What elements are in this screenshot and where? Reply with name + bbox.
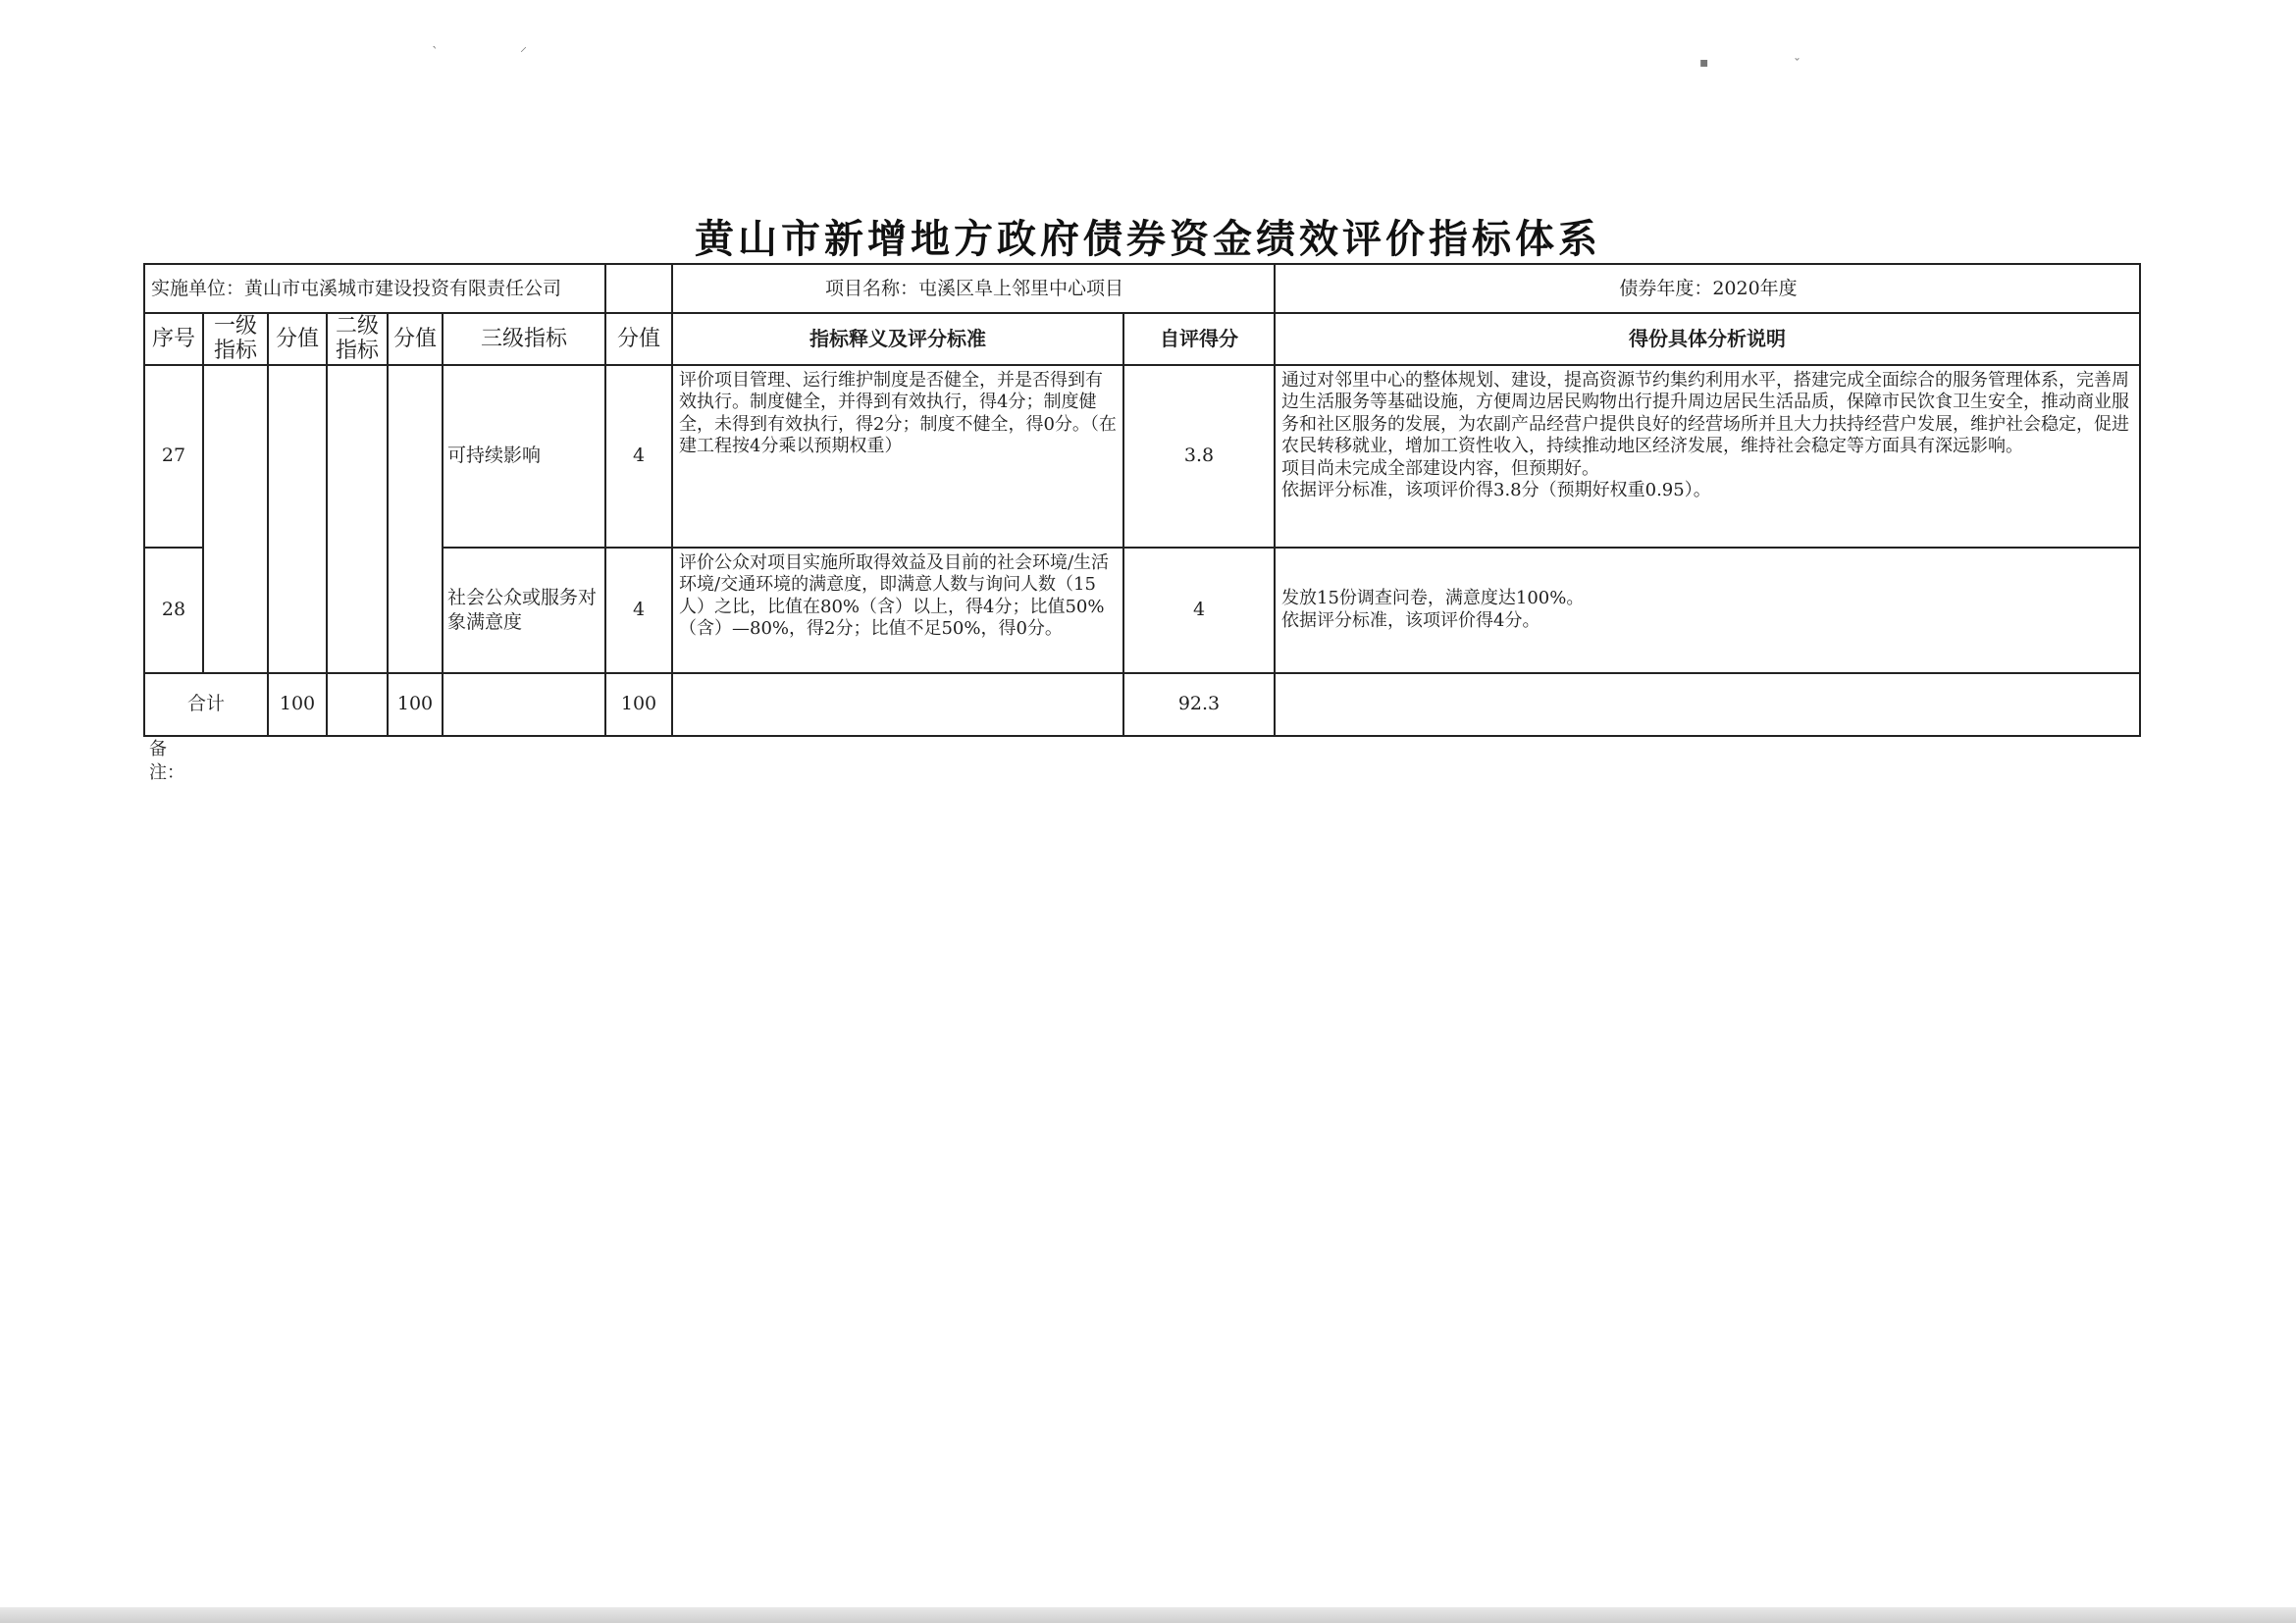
total-analysis-blank — [1275, 673, 2140, 736]
scan-speck: ⸝ — [520, 39, 527, 55]
header-seq: 序号 — [144, 313, 203, 365]
info-row — [144, 264, 2140, 313]
row-self-score: 4 — [1123, 548, 1275, 673]
row-level1 — [203, 365, 268, 673]
header-criteria: 指标释义及评分标准 — [672, 313, 1123, 365]
total-self-score: 92.3 — [1123, 673, 1275, 736]
row-analysis: 发放15份调查问卷，满意度达100%。 依据评分标准，该项评价得4分。 — [1275, 548, 2140, 673]
total-score1: 100 — [268, 673, 327, 736]
table-row — [144, 365, 2140, 548]
evaluation-table — [143, 263, 2141, 737]
total-level2-blank — [327, 673, 388, 736]
row-analysis: 通过对邻里中心的整体规划、建设，提高资源节约集约利用水平，搭建完成全面综合的服务管理体系，完善周边生活服务等基础设施，方便周边居民购物出行提升周边居民生活品质，保障市民饮食卫生安全，推动商业服务和社区服务的发展，为农副产品经营户提供良好的经营场所并且大力扶持经营户发展，维护社会稳定，促进农民转移就业，增加工资性收入，持续推动地区经济发展，维持社会稳定等方面具有深远影响。 项目尚未完成全部建设内容，但预期好。 依据评分标准，该项评价得3.8分（预期好权重0.95）。 — [1275, 365, 2140, 548]
bond-year: 债券年度：2020年度 — [1275, 264, 2140, 313]
header-level3: 三级指标 — [443, 313, 605, 365]
scan-edge — [0, 1607, 2296, 1623]
row-level3: 社会公众或服务对象满意度 — [443, 548, 605, 673]
total-score3: 100 — [605, 673, 672, 736]
row-seq: 28 — [144, 548, 203, 673]
document-title: 黄山市新增地方政府债券资金绩效评价指标体系 — [695, 217, 1601, 262]
row-score1 — [268, 365, 327, 673]
row-criteria: 评价公众对项目实施所取得效益及目前的社会环境/生活环境/交通环境的满意度，即满意人数与询问人数（15人）之比，比值在80%（含）以上，得4分；比值50%（含）—80%，得2分；比值不足50%，得0分。 — [672, 548, 1123, 673]
header-level1: 一级指标 — [203, 313, 268, 365]
total-level3-blank — [443, 673, 605, 736]
scan-speck: ▪ — [1699, 55, 1709, 71]
row-criteria: 评价项目管理、运行维护制度是否健全，并是否得到有效执行。制度健全，并得到有效执行，得4分；制度健全，未得到有效执行，得2分；制度不健全，得0分。（在建工程按4分乘以预期权重） — [672, 365, 1123, 548]
total-label: 合计 — [144, 673, 268, 736]
row-score: 4 — [605, 365, 672, 548]
row-level2 — [327, 365, 388, 673]
row-score: 4 — [605, 548, 672, 673]
header-row — [144, 313, 2140, 365]
row-level3: 可持续影响 — [443, 365, 605, 548]
scan-speck: ˇ — [1794, 57, 1800, 73]
implementing-unit: 实施单位：黄山市屯溪城市建设投资有限责任公司 — [144, 264, 605, 313]
header-score3: 分值 — [605, 313, 672, 365]
project-name: 项目名称：屯溪区阜上邻里中心项目 — [672, 264, 1275, 313]
remark-label: 备注： — [149, 739, 184, 784]
total-criteria-blank — [672, 673, 1123, 736]
row-score2 — [388, 365, 443, 673]
total-score2: 100 — [388, 673, 443, 736]
scan-speck: ˋ — [432, 45, 439, 61]
total-row — [144, 673, 2140, 736]
table-row — [144, 548, 2140, 673]
header-score1: 分值 — [268, 313, 327, 365]
header-level2: 二级指标 — [327, 313, 388, 365]
row-seq: 27 — [144, 365, 203, 548]
header-analysis: 得份具体分析说明 — [1275, 313, 2140, 365]
row-self-score: 3.8 — [1123, 365, 1275, 548]
header-score2: 分值 — [388, 313, 443, 365]
blank-cell — [605, 264, 672, 313]
header-self-score: 自评得分 — [1123, 313, 1275, 365]
